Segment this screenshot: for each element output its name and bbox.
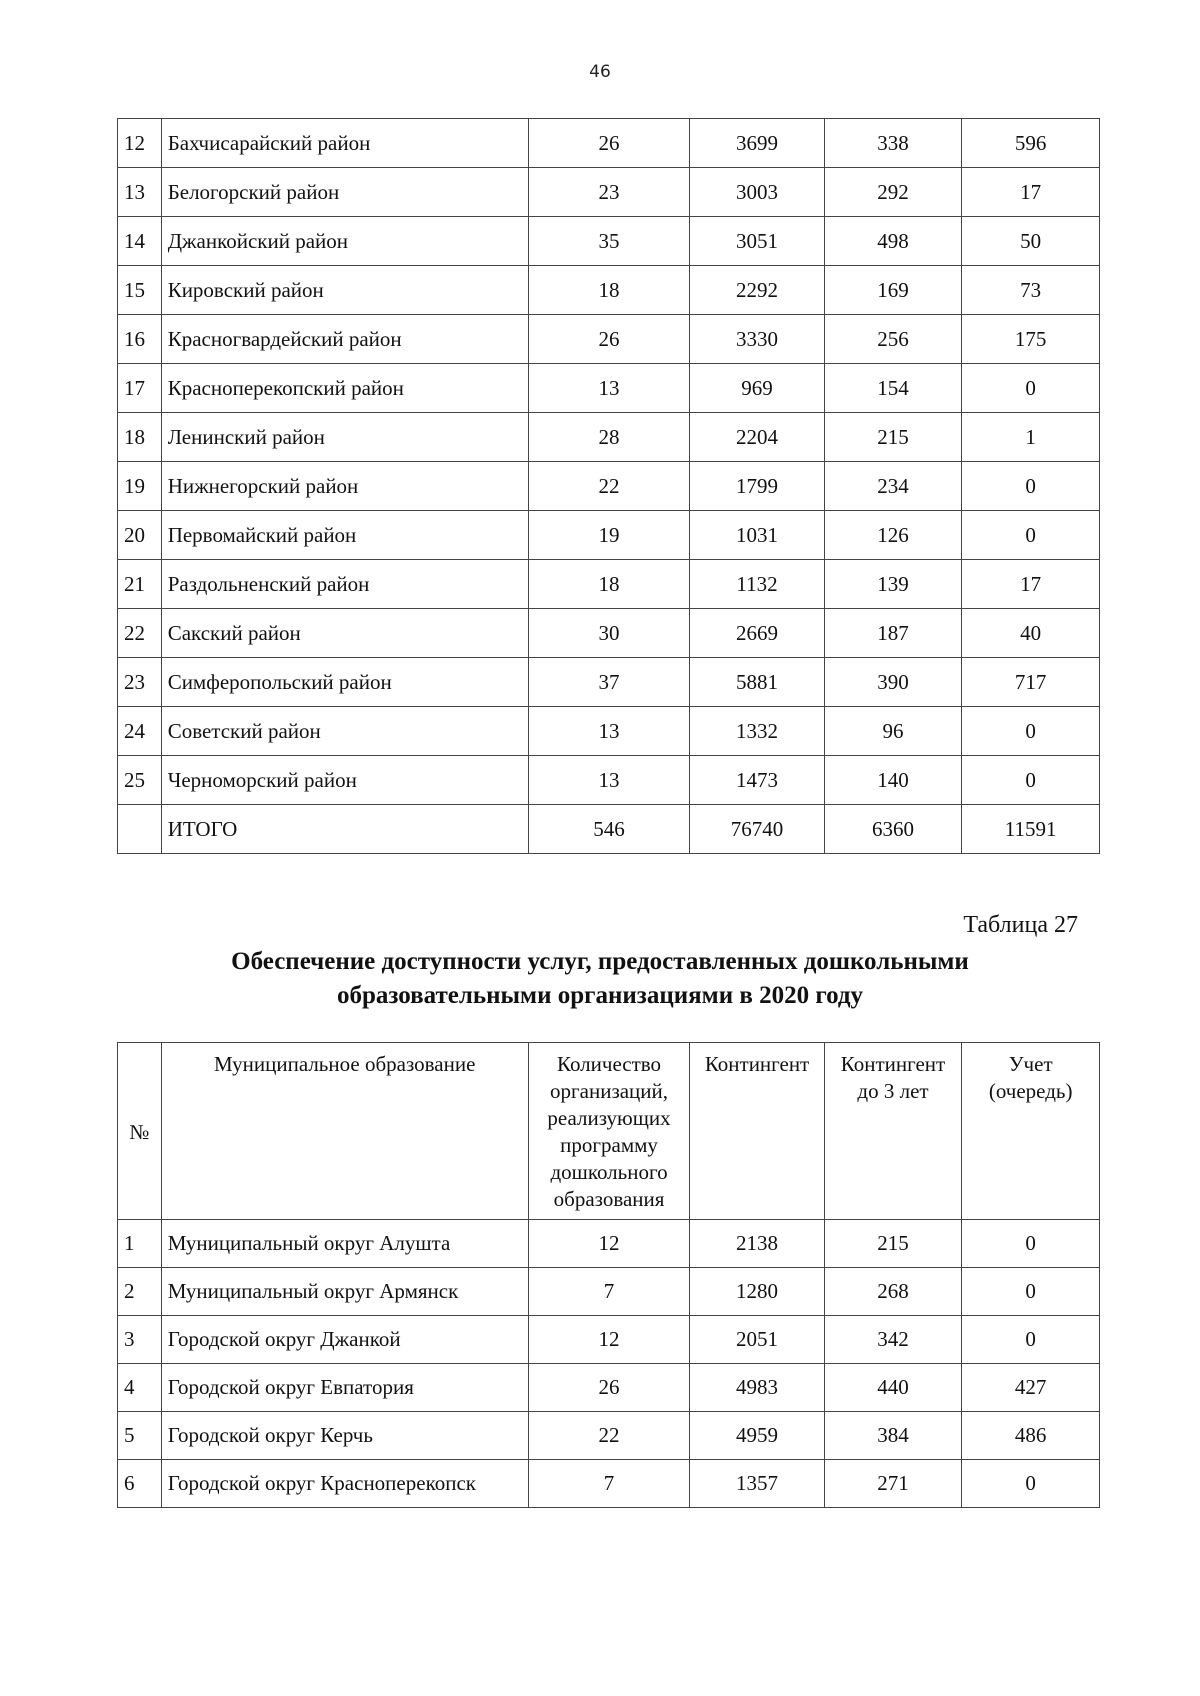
cell-contingent: 3051 [690, 217, 824, 266]
table-row [118, 413, 1100, 462]
cell-queue: 0 [962, 511, 1100, 560]
cell-orgs: 22 [528, 1412, 690, 1460]
cell-under3: 498 [824, 217, 962, 266]
table-27 [117, 1042, 1100, 1508]
cell-under3: 268 [824, 1268, 962, 1316]
cell-under3: 342 [824, 1316, 962, 1364]
cell-no: 19 [118, 462, 162, 511]
table-row [118, 364, 1100, 413]
cell-orgs: 35 [528, 217, 690, 266]
cell-queue: 17 [962, 560, 1100, 609]
cell-name: Городской округ Евпатория [161, 1364, 528, 1412]
cell-under3: 96 [824, 707, 962, 756]
cell-no: 17 [118, 364, 162, 413]
cell-contingent: 2204 [690, 413, 824, 462]
cell-orgs: 12 [528, 1220, 690, 1268]
cell-no: 1 [118, 1220, 162, 1268]
cell-orgs: 7 [528, 1460, 690, 1508]
cell-queue: 0 [962, 756, 1100, 805]
table-title-line1: Обеспечение доступности услуг, предоставленных дошкольными [231, 948, 969, 975]
cell-no: 22 [118, 609, 162, 658]
cell-name: Красногвардейский район [161, 315, 528, 364]
cell-under3: 126 [824, 511, 962, 560]
cell-contingent: 1031 [690, 511, 824, 560]
header-no: № [118, 1043, 162, 1220]
cell-queue: 0 [962, 1460, 1100, 1508]
cell-orgs: 13 [528, 756, 690, 805]
cell-no: 5 [118, 1412, 162, 1460]
cell-name: Симферопольский район [161, 658, 528, 707]
cell-name: Раздольненский район [161, 560, 528, 609]
cell-under3: 271 [824, 1460, 962, 1508]
cell-orgs: 546 [528, 805, 690, 854]
cell-orgs: 22 [528, 462, 690, 511]
cell-orgs: 12 [528, 1316, 690, 1364]
cell-queue: 0 [962, 462, 1100, 511]
cell-orgs: 26 [528, 1364, 690, 1412]
cell-queue: 11591 [962, 805, 1100, 854]
table-label: Таблица 27 [963, 912, 1078, 938]
cell-orgs: 26 [528, 315, 690, 364]
cell-no: 4 [118, 1364, 162, 1412]
cell-contingent: 3699 [690, 119, 824, 168]
cell-name: ИТОГО [161, 805, 528, 854]
cell-name: Нижнегорский район [161, 462, 528, 511]
cell-name: Бахчисарайский район [161, 119, 528, 168]
cell-under3: 384 [824, 1412, 962, 1460]
cell-under3: 6360 [824, 805, 962, 854]
cell-under3: 154 [824, 364, 962, 413]
cell-orgs: 30 [528, 609, 690, 658]
table-row [118, 1220, 1100, 1268]
cell-queue: 427 [962, 1364, 1100, 1412]
cell-under3: 187 [824, 609, 962, 658]
cell-contingent: 1357 [690, 1460, 824, 1508]
cell-no: 14 [118, 217, 162, 266]
header-contingent: Контингент [690, 1043, 824, 1220]
cell-queue: 717 [962, 658, 1100, 707]
table-row [118, 1364, 1100, 1412]
cell-orgs: 18 [528, 266, 690, 315]
cell-no: 13 [118, 168, 162, 217]
cell-name: Красноперекопский район [161, 364, 528, 413]
cell-under3: 440 [824, 1364, 962, 1412]
table-row [118, 805, 1100, 854]
table-header-row [118, 1043, 1100, 1220]
cell-no: 18 [118, 413, 162, 462]
cell-under3: 390 [824, 658, 962, 707]
cell-orgs: 26 [528, 119, 690, 168]
cell-name: Джанкойский район [161, 217, 528, 266]
table-title-line2: образовательными организациями в 2020 году [336, 982, 864, 1009]
cell-no: 6 [118, 1460, 162, 1508]
cell-queue: 486 [962, 1412, 1100, 1460]
cell-contingent: 2669 [690, 609, 824, 658]
cell-name: Городской округ Джанкой [161, 1316, 528, 1364]
cell-contingent: 1799 [690, 462, 824, 511]
cell-orgs: 28 [528, 413, 690, 462]
cell-under3: 215 [824, 413, 962, 462]
cell-no: 2 [118, 1268, 162, 1316]
table-row [118, 1412, 1100, 1460]
cell-contingent: 3003 [690, 168, 824, 217]
cell-orgs: 7 [528, 1268, 690, 1316]
table-row [118, 1316, 1100, 1364]
cell-queue: 50 [962, 217, 1100, 266]
cell-queue: 0 [962, 707, 1100, 756]
header-name: Муниципальное образование [161, 1043, 528, 1220]
table-row [118, 266, 1100, 315]
cell-queue: 0 [962, 1268, 1100, 1316]
cell-no [118, 805, 162, 854]
cell-name: Сакский район [161, 609, 528, 658]
cell-no: 20 [118, 511, 162, 560]
cell-under3: 215 [824, 1220, 962, 1268]
cell-name: Муниципальный округ Алушта [161, 1220, 528, 1268]
table-27-body [118, 1220, 1100, 1508]
cell-orgs: 37 [528, 658, 690, 707]
header-queue: Учет (очередь) [962, 1043, 1100, 1220]
cell-no: 16 [118, 315, 162, 364]
cell-no: 25 [118, 756, 162, 805]
cell-name: Кировский район [161, 266, 528, 315]
cell-orgs: 13 [528, 707, 690, 756]
cell-under3: 140 [824, 756, 962, 805]
cell-contingent: 2138 [690, 1220, 824, 1268]
table-row [118, 609, 1100, 658]
cell-no: 12 [118, 119, 162, 168]
cell-name: Черноморский район [161, 756, 528, 805]
cell-contingent: 1132 [690, 560, 824, 609]
cell-contingent: 76740 [690, 805, 824, 854]
cell-contingent: 2051 [690, 1316, 824, 1364]
cell-queue: 17 [962, 168, 1100, 217]
table-row [118, 217, 1100, 266]
cell-contingent: 1473 [690, 756, 824, 805]
cell-name: Ленинский район [161, 413, 528, 462]
cell-contingent: 5881 [690, 658, 824, 707]
cell-contingent: 4959 [690, 1412, 824, 1460]
cell-orgs: 19 [528, 511, 690, 560]
cell-name: Первомайский район [161, 511, 528, 560]
table-row [118, 658, 1100, 707]
cell-contingent: 969 [690, 364, 824, 413]
cell-no: 21 [118, 560, 162, 609]
cell-under3: 139 [824, 560, 962, 609]
cell-contingent: 1332 [690, 707, 824, 756]
cell-under3: 234 [824, 462, 962, 511]
cell-no: 3 [118, 1316, 162, 1364]
cell-queue: 175 [962, 315, 1100, 364]
cell-name: Советский район [161, 707, 528, 756]
cell-name: Городской округ Керчь [161, 1412, 528, 1460]
header-under3: Контингент до 3 лет [824, 1043, 962, 1220]
page-number: 46 [589, 62, 611, 82]
cell-queue: 0 [962, 364, 1100, 413]
cell-queue: 596 [962, 119, 1100, 168]
table-continued [117, 118, 1100, 854]
cell-name: Муниципальный округ Армянск [161, 1268, 528, 1316]
table-row [118, 707, 1100, 756]
cell-contingent: 3330 [690, 315, 824, 364]
cell-queue: 0 [962, 1316, 1100, 1364]
table-row [118, 511, 1100, 560]
cell-name: Белогорский район [161, 168, 528, 217]
table-row [118, 560, 1100, 609]
cell-contingent: 1280 [690, 1268, 824, 1316]
cell-no: 15 [118, 266, 162, 315]
table-row [118, 168, 1100, 217]
table-row [118, 119, 1100, 168]
cell-under3: 256 [824, 315, 962, 364]
table-title [0, 945, 1200, 1013]
header-orgs: Количество организаций, реализующих программу дошкольного образования [528, 1043, 690, 1220]
table-row [118, 1268, 1100, 1316]
cell-orgs: 18 [528, 560, 690, 609]
cell-queue: 1 [962, 413, 1100, 462]
table-row [118, 1460, 1100, 1508]
table-row [118, 462, 1100, 511]
cell-contingent: 2292 [690, 266, 824, 315]
cell-queue: 73 [962, 266, 1100, 315]
table-row [118, 756, 1100, 805]
table-continued-body [118, 119, 1100, 854]
cell-orgs: 23 [528, 168, 690, 217]
cell-under3: 338 [824, 119, 962, 168]
cell-queue: 40 [962, 609, 1100, 658]
cell-under3: 169 [824, 266, 962, 315]
cell-no: 23 [118, 658, 162, 707]
cell-contingent: 4983 [690, 1364, 824, 1412]
table-row [118, 315, 1100, 364]
cell-no: 24 [118, 707, 162, 756]
cell-orgs: 13 [528, 364, 690, 413]
cell-under3: 292 [824, 168, 962, 217]
cell-name: Городской округ Красноперекопск [161, 1460, 528, 1508]
cell-queue: 0 [962, 1220, 1100, 1268]
